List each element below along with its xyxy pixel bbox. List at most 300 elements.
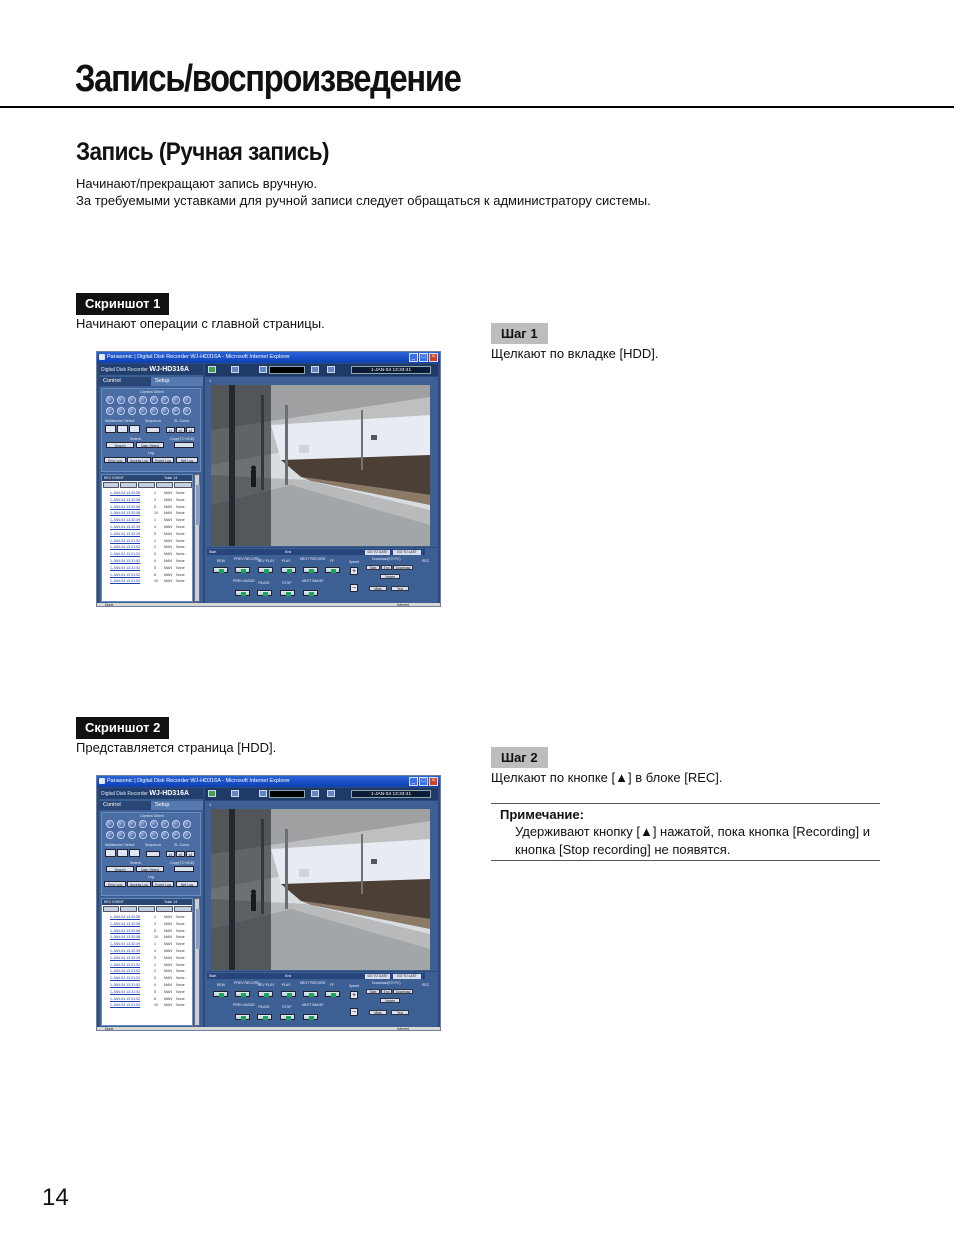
close-icon[interactable]: × (429, 353, 438, 362)
row-date[interactable]: 1-JAN-04 13:31:52 (110, 538, 141, 543)
row-date[interactable]: 1-JAN-04 13:32:49 (110, 518, 141, 523)
end-label: End (285, 974, 292, 978)
step-2-text: Щелкают по кнопке [▲] в блоке [REC]. (491, 770, 723, 785)
go-to-last-button[interactable]: GO TO LAST (393, 550, 421, 555)
zoom-x4-button[interactable]: x4 (186, 851, 195, 857)
brand-bar (99, 364, 203, 375)
ff-label: FF (329, 983, 335, 987)
row-camera: 4 (154, 949, 156, 953)
net-log-button[interactable]: Net Log (176, 881, 198, 887)
table-row[interactable] (110, 498, 192, 503)
text-button[interactable]: Text (391, 586, 409, 591)
ie-logo-icon (99, 354, 105, 360)
ie-statusbar (97, 603, 440, 607)
play-button[interactable] (281, 567, 296, 573)
search-label: Search (130, 861, 142, 865)
row-mode: MAN (164, 921, 172, 926)
row-mode: MAN (164, 525, 172, 529)
next-record-button[interactable] (303, 991, 318, 997)
table-row[interactable] (110, 491, 192, 496)
event-log-button[interactable]: Event Log (152, 457, 174, 463)
viewer-button[interactable]: Viewer (380, 574, 400, 579)
row-event: None (176, 962, 185, 967)
ff-button[interactable] (325, 991, 340, 997)
screenshot-2-caption: Представляется страница [HDD]. (76, 740, 277, 755)
event-list (101, 898, 193, 1026)
play-label: PLAY (281, 983, 291, 987)
prev-image-button[interactable] (235, 1014, 250, 1020)
copy-label: Copy(TO HDD) (170, 437, 195, 441)
camera-control-box (101, 812, 201, 896)
camera-14-button[interactable] (161, 407, 169, 415)
list-all-logs-button[interactable] (120, 482, 137, 488)
note-title: Примечание: (500, 807, 584, 822)
camera-11-button[interactable] (128, 831, 136, 839)
scrollbar-thumb[interactable] (196, 909, 200, 949)
row-event: None (176, 915, 185, 919)
rev-play-button[interactable] (258, 567, 273, 573)
event-list-scrollbar[interactable] (194, 898, 200, 1026)
speed-up-button[interactable]: + (351, 568, 357, 575)
sequence-button[interactable] (146, 427, 160, 433)
row-event: None (176, 955, 185, 960)
toolbar-button[interactable] (327, 366, 335, 373)
row-date[interactable]: 1-JAN-04 13:32:49 (110, 525, 141, 529)
camera-7-button[interactable] (172, 396, 180, 404)
event-log-button[interactable]: Event Log (152, 881, 174, 887)
table-row[interactable] (110, 949, 192, 954)
step-1-text: Щелкают по вкладке [HDD]. (491, 346, 659, 361)
camera-10-button[interactable] (117, 407, 125, 415)
camera-2-button[interactable] (117, 820, 125, 828)
camera-15-button[interactable] (172, 407, 180, 415)
play-label: PLAY (281, 559, 291, 563)
event-list-total: Total: 14 (164, 900, 178, 904)
time-range-bar (207, 549, 425, 555)
table-row[interactable] (110, 573, 192, 578)
camera-view (205, 801, 438, 971)
toolbar-button[interactable] (311, 790, 319, 797)
view-icon[interactable] (231, 366, 239, 373)
camera-5-button[interactable] (150, 396, 158, 404)
camera-9-button[interactable] (106, 831, 114, 839)
tab-control[interactable]: Control (99, 801, 151, 810)
rev-play-button[interactable] (258, 991, 273, 997)
tab-setup[interactable]: Setup (151, 377, 203, 386)
camera-1-button[interactable] (106, 396, 114, 404)
row-event: None (176, 969, 185, 974)
speed-up-button[interactable]: + (351, 992, 357, 999)
multiscreen-16-button[interactable] (129, 849, 140, 857)
next-image-button[interactable] (303, 1014, 318, 1020)
minimize-icon[interactable]: _ (409, 353, 418, 362)
row-event: None (176, 572, 185, 577)
camera-9-button[interactable] (106, 407, 114, 415)
row-camera: 2 (154, 969, 156, 974)
row-mode: MAN (164, 915, 172, 919)
table-row[interactable] (110, 935, 192, 940)
ff-button[interactable] (325, 567, 340, 573)
row-camera: 5 (154, 531, 156, 536)
row-date[interactable]: 1-JAN-04 13:31:52 (110, 545, 141, 550)
row-date[interactable]: 1-JAN-04 13:31:52 (110, 552, 141, 557)
toolbar-button[interactable] (327, 790, 335, 797)
scrollbar-thumb[interactable] (196, 485, 200, 525)
search-button[interactable]: Search (106, 866, 134, 872)
hdd-indicator-icon[interactable] (208, 790, 216, 797)
rew-button[interactable] (213, 991, 228, 997)
page-number: 14 (42, 1184, 69, 1211)
list-playback-button[interactable] (138, 482, 155, 488)
camera-14-button[interactable] (161, 831, 169, 839)
screenshot-1-caption: Начинают операции с главной страницы. (76, 316, 325, 331)
camera-image (211, 809, 430, 970)
row-date[interactable]: 1-JAN-04 13:31:52 (110, 559, 141, 563)
multiscreen-4-button[interactable] (105, 849, 116, 857)
search-button[interactable]: Search (106, 442, 134, 448)
row-event: None (176, 928, 185, 933)
pause-button[interactable] (257, 590, 272, 596)
mark-button[interactable]: Mark (369, 586, 387, 591)
prev-record-button[interactable] (235, 991, 250, 997)
table-row[interactable] (110, 545, 192, 550)
table-row[interactable] (110, 559, 192, 564)
alarm-display (269, 366, 305, 374)
row-date[interactable]: 1-JAN-04 13:31:52 (110, 976, 141, 981)
prev-record-button[interactable] (235, 567, 250, 573)
camera-3-button[interactable] (128, 396, 136, 404)
play-button[interactable] (281, 991, 296, 997)
row-event: None (176, 1003, 185, 1008)
camera-12-button[interactable] (139, 407, 147, 415)
row-event: None (176, 552, 185, 557)
toolbar-button[interactable] (311, 366, 319, 373)
ie-statusbar (97, 1027, 440, 1031)
list-playback-button[interactable] (138, 906, 155, 912)
start-label: Start (209, 550, 217, 554)
close-icon[interactable]: × (429, 777, 438, 786)
stop-button[interactable] (280, 1014, 295, 1020)
brand-model: WJ-HD316A (149, 366, 190, 373)
text-button[interactable]: Text (391, 1010, 409, 1015)
sequence-button[interactable] (146, 851, 160, 857)
camera-16-button[interactable] (183, 831, 191, 839)
camera-10-button[interactable] (117, 831, 125, 839)
go-to-date-button[interactable]: GO TO DATE (365, 550, 390, 555)
camera-4-button[interactable] (139, 396, 147, 404)
next-record-label: NEXT RECORD (300, 557, 326, 561)
table-row[interactable] (110, 505, 192, 510)
camera-6-button[interactable] (161, 396, 169, 404)
row-camera: 3 (154, 976, 156, 981)
zoom-x4-button[interactable]: x4 (186, 427, 195, 433)
hdd-indicator-icon[interactable] (208, 366, 216, 373)
camera-13-button[interactable] (150, 831, 158, 839)
list-time-date-button[interactable] (103, 906, 119, 912)
download-start-button[interactable]: Start (366, 565, 380, 570)
table-row[interactable] (110, 963, 192, 968)
row-camera: 4 (154, 559, 156, 563)
event-list-total: Total: 14 (164, 476, 178, 480)
table-row[interactable] (110, 511, 192, 516)
camera-3-button[interactable] (128, 820, 136, 828)
el-zoom-label: EL-Zoom (174, 419, 189, 423)
row-camera: 1 (154, 962, 156, 967)
toolbar-button[interactable] (259, 366, 267, 373)
prev-image-label: PREV IMAGE (233, 1003, 255, 1007)
el-zoom-label: EL-Zoom (174, 843, 189, 847)
next-record-button[interactable] (303, 567, 318, 573)
end-label: End (285, 550, 292, 554)
download-label: Download(TO PC) (372, 557, 401, 561)
row-mode: MAN (164, 996, 172, 1001)
row-camera: 1 (154, 538, 156, 543)
row-date[interactable]: 1-JAN-04 13:32:58 (110, 915, 141, 919)
status-toolbar (205, 364, 438, 376)
row-date[interactable]: 1-JAN-04 13:32:58 (110, 511, 141, 516)
row-date[interactable]: 1-JAN-04 13:31:52 (110, 572, 141, 577)
row-mode: MAN (164, 976, 172, 981)
maximize-icon[interactable]: □ (419, 353, 428, 362)
table-row[interactable] (110, 518, 192, 523)
toolbar-button[interactable] (259, 790, 267, 797)
speed-down-button[interactable]: − (351, 585, 357, 592)
row-date[interactable]: 1-JAN-04 13:31:52 (110, 579, 141, 584)
table-row[interactable] (110, 579, 192, 584)
row-mode: MAN (164, 969, 172, 974)
table-row[interactable] (110, 976, 192, 981)
rec-label: REC (422, 983, 430, 987)
table-row[interactable] (110, 532, 192, 537)
row-camera: 1 (154, 491, 156, 495)
next-image-button[interactable] (303, 590, 318, 596)
row-date[interactable]: 1-JAN-04 13:32:58 (110, 921, 141, 926)
row-event: None (176, 949, 185, 953)
row-event: None (176, 531, 185, 536)
maximize-icon[interactable]: □ (419, 777, 428, 786)
camera-control-box (101, 388, 201, 472)
table-row[interactable] (110, 525, 192, 530)
zoom-x2-button[interactable]: x2 (176, 851, 185, 857)
pause-button[interactable] (257, 1014, 272, 1020)
view-icon[interactable] (231, 790, 239, 797)
stop-label: STOP (282, 1005, 292, 1009)
row-mode: MAN (164, 935, 172, 940)
row-event: None (176, 579, 185, 584)
event-list (101, 474, 193, 602)
list-prev-page-button[interactable] (156, 482, 173, 488)
row-event: None (176, 538, 185, 543)
copy-button[interactable] (174, 866, 194, 872)
zoom-x2-button[interactable]: x2 (176, 427, 185, 433)
row-date[interactable]: 1-JAN-04 13:31:52 (110, 983, 141, 987)
table-row[interactable] (110, 969, 192, 974)
screenshot-1-label: Скриншот 1 (76, 293, 169, 315)
row-date[interactable]: 1-JAN-04 13:31:52 (110, 969, 141, 974)
camera-image (211, 385, 430, 546)
row-mode: MAN (164, 504, 172, 509)
row-date[interactable]: 1-JAN-04 13:31:52 (110, 1003, 141, 1008)
datetime-display: 1-JAN-04 13:33:41 (351, 790, 431, 798)
table-row[interactable] (110, 942, 192, 947)
mark-button[interactable]: Mark (369, 1010, 387, 1015)
rev-play-label: REV PLAY (257, 559, 275, 563)
minimize-icon[interactable]: _ (409, 777, 418, 786)
row-date[interactable]: 1-JAN-04 13:32:58 (110, 504, 141, 509)
access-log-button[interactable]: Access Log (127, 881, 151, 887)
download-end-button[interactable]: End (381, 989, 392, 994)
window-title: Panasonic | Digital Disk Recorder WJ-HD316A - Microsoft Internet Explorer (107, 778, 290, 784)
row-event: None (176, 545, 185, 550)
zoom-x1-button[interactable]: x1 (166, 851, 175, 857)
error-log-button[interactable]: Error Log (104, 881, 126, 887)
download-button[interactable]: Download (393, 565, 413, 570)
row-camera: 3 (154, 552, 156, 557)
row-date[interactable]: 1-JAN-04 13:32:58 (110, 497, 141, 502)
row-event: None (176, 518, 185, 523)
table-row[interactable] (110, 552, 192, 557)
row-camera: 5 (154, 955, 156, 960)
multiscreen-9-button[interactable] (117, 425, 128, 433)
download-start-button[interactable]: Start (366, 989, 380, 994)
row-date[interactable]: 1-JAN-04 13:31:52 (110, 962, 141, 967)
rew-button[interactable] (213, 567, 228, 573)
status-done: Done (105, 603, 114, 607)
pause-label: PAUSE (258, 1005, 270, 1009)
camera-11-button[interactable] (128, 407, 136, 415)
tab-setup[interactable]: Setup (151, 801, 203, 810)
table-row[interactable] (110, 990, 192, 995)
copy-button[interactable] (174, 442, 194, 448)
camera-16-button[interactable] (183, 407, 191, 415)
camera-15-button[interactable] (172, 831, 180, 839)
prev-record-label: PREV RECORD (234, 981, 260, 985)
camera-8-button[interactable] (183, 820, 191, 828)
screenshot-1-window (96, 351, 441, 607)
row-date[interactable]: 1-JAN-04 13:32:58 (110, 928, 141, 933)
list-prev-page-button[interactable] (156, 906, 173, 912)
net-log-button[interactable]: Net Log (176, 457, 198, 463)
row-camera: 2 (154, 545, 156, 550)
download-end-button[interactable]: End (381, 565, 392, 570)
row-camera: 4 (154, 983, 156, 987)
camera-7-button[interactable] (172, 820, 180, 828)
row-event: None (176, 976, 185, 981)
multiscreen-4-button[interactable] (105, 425, 116, 433)
camera-13-button[interactable] (150, 407, 158, 415)
row-date[interactable]: 1-JAN-04 13:31:52 (110, 989, 141, 994)
event-list-scrollbar[interactable] (194, 474, 200, 602)
camera-1-button[interactable] (106, 820, 114, 828)
camera-2-button[interactable] (117, 396, 125, 404)
camera-6-button[interactable] (161, 820, 169, 828)
camera-view (205, 377, 438, 547)
table-row[interactable] (110, 983, 192, 988)
row-date[interactable]: 1-JAN-04 13:31:52 (110, 996, 141, 1001)
row-date[interactable]: 1-JAN-04 13:32:49 (110, 942, 141, 947)
list-time-date-button[interactable] (103, 482, 119, 488)
row-date[interactable]: 1-JAN-04 13:32:58 (110, 935, 141, 940)
table-row[interactable] (110, 922, 192, 927)
row-mode: MAN (164, 531, 172, 536)
table-row[interactable] (110, 566, 192, 571)
zoom-x1-button[interactable]: x1 (166, 427, 175, 433)
stop-label: STOP (282, 581, 292, 585)
row-mode: MAN (164, 1003, 172, 1008)
error-log-button[interactable]: Error Log (104, 457, 126, 463)
go-to-last-button[interactable]: GO TO LAST (393, 974, 421, 979)
table-row[interactable] (110, 915, 192, 920)
camera-12-button[interactable] (139, 831, 147, 839)
table-row[interactable] (110, 539, 192, 544)
row-camera: 5 (154, 565, 156, 570)
tab-control[interactable]: Control (99, 377, 151, 386)
prev-record-label: PREV RECORD (234, 557, 260, 561)
download-button[interactable]: Download (393, 989, 413, 994)
row-camera: 8 (154, 996, 156, 1001)
start-label: Start (209, 974, 217, 978)
list-next-page-button[interactable] (174, 482, 192, 488)
viewer-button[interactable]: Viewer (380, 998, 400, 1003)
camera-5-button[interactable] (150, 820, 158, 828)
row-mode: MAN (164, 491, 172, 495)
intro-line-2: За требуемыми уставками для ручной записи следует обращаться к администратору системы. (76, 193, 651, 208)
list-next-page-button[interactable] (174, 906, 192, 912)
row-date[interactable]: 1-JAN-04 13:32:49 (110, 531, 141, 536)
speed-down-button[interactable]: − (351, 1009, 357, 1016)
table-row[interactable] (110, 997, 192, 1002)
search-label: Search (130, 437, 142, 441)
prev-image-button[interactable] (235, 590, 250, 596)
row-mode: MAN (164, 928, 172, 933)
rev-play-label: REV PLAY (257, 983, 275, 987)
row-date[interactable]: 1-JAN-04 13:32:58 (110, 491, 141, 495)
multiscreen-9-button[interactable] (117, 849, 128, 857)
prev-image-label: PREV IMAGE (233, 579, 255, 583)
row-camera: 5 (154, 989, 156, 994)
brand-prefix: Digital Disk Recorder (101, 367, 148, 373)
note-text: Удерживают кнопку [▲] нажатой, пока кнопка [Recording] и кнопка [Stop recording] не появятся. (515, 824, 871, 857)
row-camera: 10 (154, 1003, 158, 1008)
table-row[interactable] (110, 1003, 192, 1008)
go-to-date-button[interactable]: GO TO DATE (365, 974, 390, 979)
row-event: None (176, 511, 185, 516)
row-camera: 5 (154, 504, 156, 509)
row-date[interactable]: 1-JAN-04 13:32:49 (110, 949, 141, 953)
camera-4-button[interactable] (139, 820, 147, 828)
ie-titlebar (97, 352, 440, 363)
date-select-button[interactable]: Date Select (136, 442, 164, 448)
list-all-logs-button[interactable] (120, 906, 137, 912)
row-event: None (176, 983, 185, 987)
access-log-button[interactable]: Access Log (127, 457, 151, 463)
next-image-label: NEXT IMAGE (302, 1003, 324, 1007)
multiscreen-16-button[interactable] (129, 425, 140, 433)
row-mode: MAN (164, 579, 172, 584)
datetime-display: 1-JAN-04 13:33:41 (351, 366, 431, 374)
table-row[interactable] (110, 929, 192, 934)
row-date[interactable]: 1-JAN-04 13:32:49 (110, 955, 141, 960)
row-date[interactable]: 1-JAN-04 13:31:52 (110, 565, 141, 570)
ie-titlebar (97, 776, 440, 787)
date-select-button[interactable]: Date Select (136, 866, 164, 872)
ff-label: FF (329, 559, 335, 563)
row-event: None (176, 497, 185, 502)
stop-button[interactable] (280, 590, 295, 596)
table-row[interactable] (110, 956, 192, 961)
row-camera: 10 (154, 579, 158, 584)
camera-8-button[interactable] (183, 396, 191, 404)
